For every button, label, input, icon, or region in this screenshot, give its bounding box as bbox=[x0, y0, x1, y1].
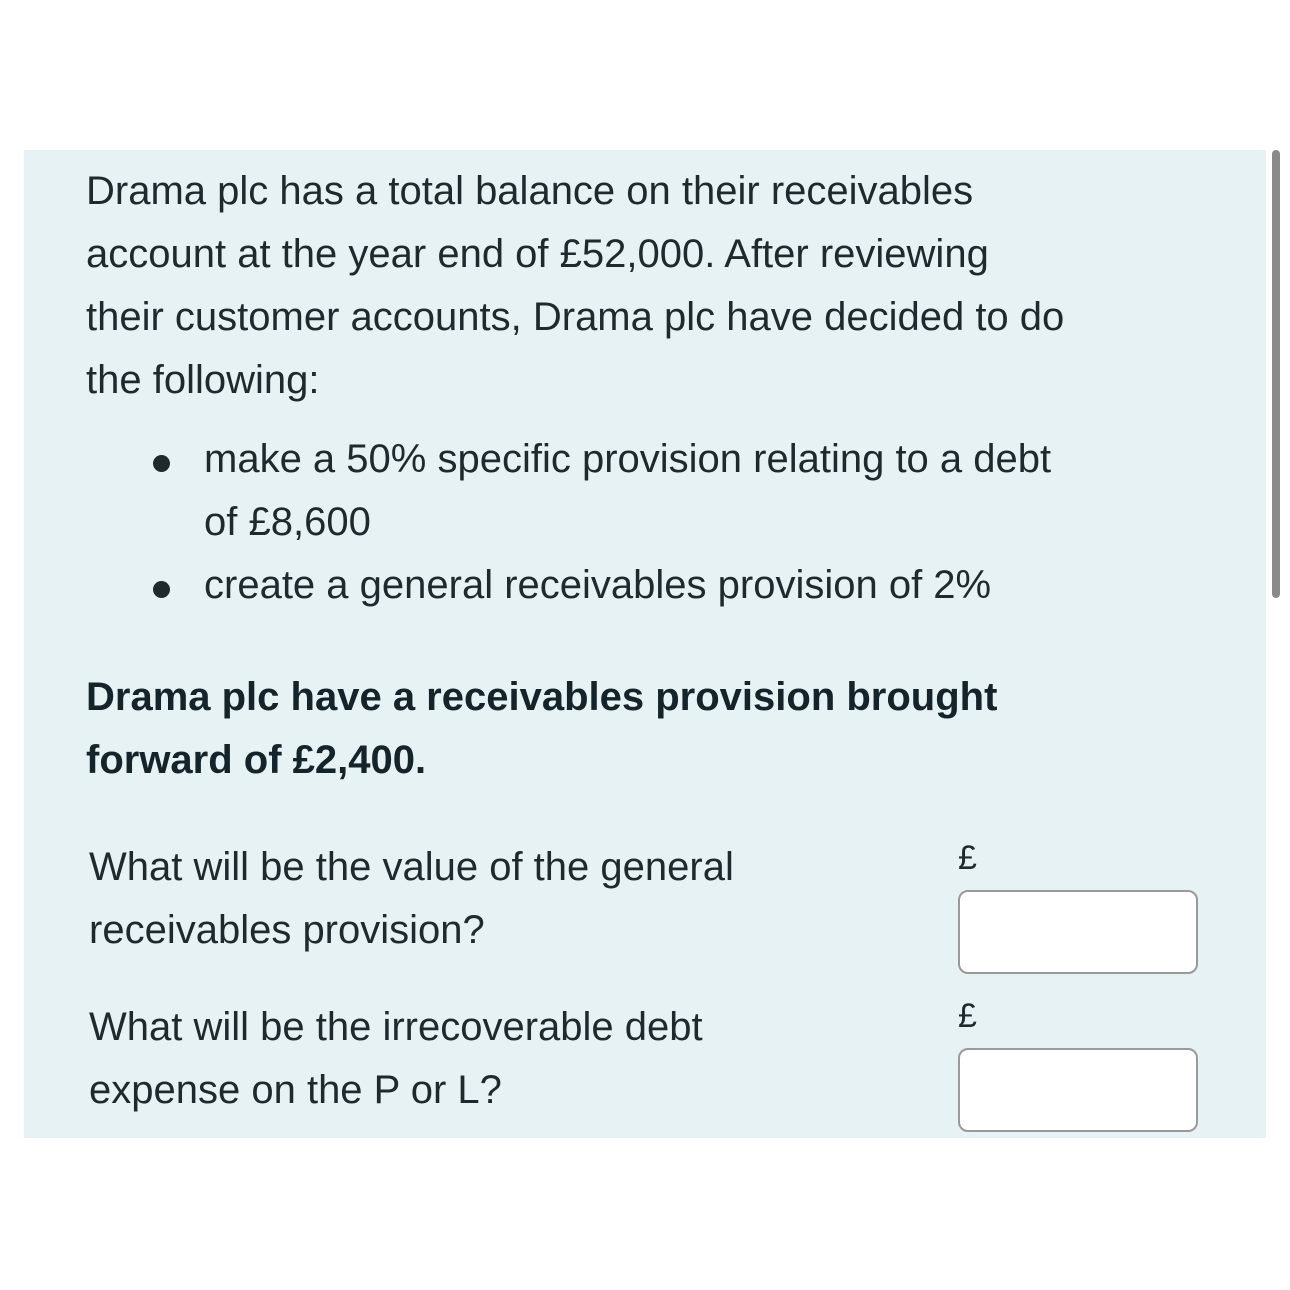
question-panel bbox=[24, 150, 1266, 1138]
intro-line: the following: bbox=[86, 358, 320, 402]
intro-line: Drama plc has a total balance on their receivables bbox=[86, 169, 974, 213]
question-line: receivables provision? bbox=[89, 908, 485, 952]
question-intro bbox=[86, 160, 1236, 412]
bullet-line: make a 50% specific provision relating to a debt bbox=[204, 437, 1052, 481]
bf-line: Drama plc have a receivables provision brought bbox=[86, 675, 998, 719]
list-item-general-provision bbox=[86, 554, 1236, 617]
irrecoverable-debt-input[interactable] bbox=[958, 1048, 1198, 1132]
general-provision-input[interactable] bbox=[958, 890, 1198, 974]
intro-line: account at the year end of £52,000. After reviewing bbox=[86, 232, 989, 276]
intro-line: their customer accounts, Drama plc have decided to do bbox=[86, 295, 1065, 339]
bullet-line: of £8,600 bbox=[204, 500, 371, 544]
pound-sign-label: £ bbox=[958, 997, 977, 1035]
bullet-line: create a general receivables provision of 2% bbox=[204, 563, 992, 607]
bf-line: forward of £2,400. bbox=[86, 738, 427, 782]
question-line: expense on the P or L? bbox=[89, 1068, 502, 1112]
list-item-specific-provision bbox=[86, 428, 1236, 554]
question-line: What will be the irrecoverable debt bbox=[89, 1005, 703, 1049]
irrecoverable-debt-question bbox=[89, 996, 869, 1122]
bullet-icon bbox=[153, 581, 170, 598]
brought-forward-note bbox=[86, 666, 1236, 792]
pound-sign-label: £ bbox=[958, 839, 977, 877]
action-list bbox=[86, 428, 1236, 617]
question-line: What will be the value of the general bbox=[89, 845, 734, 889]
vertical-scrollbar[interactable] bbox=[1272, 150, 1280, 598]
bullet-icon bbox=[153, 455, 170, 472]
general-provision-question bbox=[89, 836, 869, 962]
